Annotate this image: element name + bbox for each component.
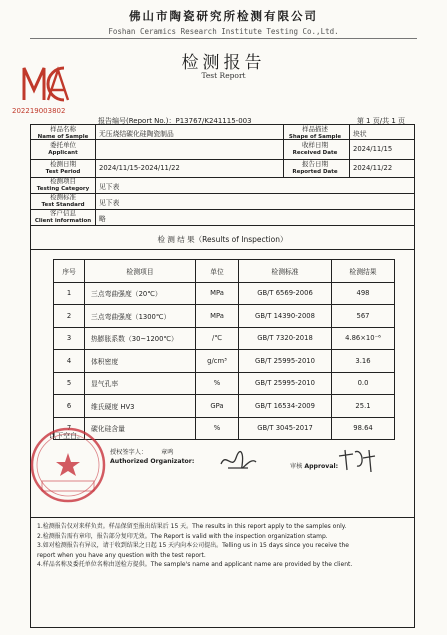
sample-name-value: 无压烧结碳化硅陶瓷制品 [99, 130, 174, 138]
cell-no: 1 [54, 282, 85, 305]
company-name-cn: 佛山市陶瓷研究所检测有限公司 [129, 9, 318, 23]
cell-item: 三点弯曲强度（20℃） [85, 282, 196, 305]
cell-item: 碳化硅含量 [85, 417, 196, 440]
official-stamp [28, 425, 108, 505]
note-line: 4.样品名称及委托单位名称由送检方提供。The sample's name and applicant name are provided by the client. [37, 561, 353, 568]
info-row-sample [31, 125, 414, 140]
cell-item: 热膨胀系数（30~1200℃） [85, 327, 196, 350]
cell-result: 98.64 [332, 417, 395, 440]
authorized-label-cn: 授权签字人： [110, 449, 148, 456]
period-value: 2024/11/15-2024/11/22 [99, 164, 180, 172]
cell-item: 体积密度 [85, 350, 196, 373]
cell-unit: MPa [196, 305, 239, 328]
table-row [54, 395, 395, 418]
report-title-en: Test Report [201, 71, 246, 80]
reported-value: 2024/11/22 [353, 164, 393, 172]
report-frame [30, 124, 415, 628]
info-row-applicant [31, 139, 414, 160]
cell-no: 5 [54, 372, 85, 395]
page-number: 第 1 页/共 1 页 [356, 117, 405, 125]
col-header-item: 检测项目 [85, 260, 196, 283]
sign-name: 章鸣 [161, 449, 174, 456]
info-row-category [31, 177, 414, 194]
info-row-period [31, 159, 414, 178]
notes-section [31, 517, 414, 574]
results-table [53, 259, 395, 440]
cell-item: 维氏硬度 HV3 [85, 395, 196, 418]
info-row-client [31, 209, 414, 226]
cell-item: 显气孔率 [85, 372, 196, 395]
cell-unit: GPa [196, 395, 239, 418]
cell-no: 2 [54, 305, 85, 328]
shape-label: 样品描述 Shape of Sample [288, 125, 342, 140]
cell-no: 7 [54, 417, 85, 440]
client-value: 略 [99, 215, 106, 223]
note-line: 2.检测报告需有章印，报告部分复印无效。The Report is valid with the inspection organization stamp. [37, 532, 328, 540]
applicant-label: 委托单位 Applicant [48, 141, 78, 156]
col-header-no: 序号 [54, 260, 85, 283]
table-row [54, 372, 395, 395]
cell-standard: GB/T 14390-2008 [239, 305, 332, 328]
sample-name-label: 样品名称 Name of Sample [37, 125, 89, 140]
cell-result: 498 [332, 282, 395, 305]
cell-standard: GB/T 16534-2009 [239, 395, 332, 418]
authorized-label-en: Authorized Organizator: [110, 458, 195, 465]
header-rule [30, 38, 417, 39]
blank-below-note: 以下空白。 [49, 432, 84, 440]
reported-label: 报告日期 Reported Date [292, 160, 338, 175]
cell-result: 4.86×10⁻⁶ [332, 327, 395, 350]
results-section-title: 检 测 结 果（Results of Inspection） [157, 235, 288, 244]
info-row-standard [31, 193, 414, 210]
col-header-result: 检测结果 [332, 260, 395, 283]
note-line: 3.如对检测报告有异议，请于收到结果之日起 15 天内向本公司提出。Telling us in 15 days since you receive the [37, 542, 349, 549]
table-row [54, 327, 395, 350]
shape-value: 块状 [353, 130, 367, 138]
cell-result: 567 [332, 305, 395, 328]
table-row [54, 305, 395, 328]
cell-result: 25.1 [332, 395, 395, 418]
cell-unit: MPa [196, 282, 239, 305]
received-value: 2024/11/15 [353, 145, 393, 153]
cma-code: 202219003802 [12, 107, 66, 115]
cell-standard: GB/T 25995-2010 [239, 372, 332, 395]
standard-label: 检测标准 Test Standard [41, 193, 85, 208]
cell-unit: g/cm³ [196, 350, 239, 373]
cma-logo [18, 60, 70, 106]
cell-standard: GB/T 25995-2010 [239, 350, 332, 373]
cell-result: 3.16 [332, 350, 395, 373]
standard-value: 见下表 [99, 199, 120, 207]
cell-no: 6 [54, 395, 85, 418]
category-label: 检测项目 Testing Category [36, 177, 90, 192]
report-number: 报告编号(Report No.)：P13767/K241115-003 [98, 117, 252, 125]
results-header-row [54, 260, 395, 283]
cell-unit: % [196, 417, 239, 440]
cell-standard: GB/T 7320-2018 [239, 327, 332, 350]
signature-approval [335, 446, 379, 474]
approval-label: 审核 Approval: [290, 463, 339, 470]
cell-unit: % [196, 372, 239, 395]
signature-authorized [218, 448, 262, 476]
received-label: 收样日期 Received Date [292, 141, 338, 156]
client-label: 客户信息 Client information [34, 209, 92, 224]
col-header-unit: 单位 [196, 260, 239, 283]
cell-result: 0.0 [332, 372, 395, 395]
period-label: 检测日期 Test Period [45, 160, 81, 175]
company-name-en: Foshan Ceramics Research Institute Testing Co.,Ltd. [108, 27, 339, 36]
cell-standard: GB/T 6569-2006 [239, 282, 332, 305]
col-header-standard: 检测标准 [239, 260, 332, 283]
report-title: 检测报告 [181, 53, 266, 73]
category-value: 见下表 [99, 183, 120, 191]
cell-unit: /℃ [196, 327, 239, 350]
authorized-signatory [110, 448, 194, 466]
note-line: report when you have any question with the test report. [37, 551, 206, 559]
cell-no: 3 [54, 327, 85, 350]
note-line: 1.检测报告仅对来样负责。样品保留至报出结果后 15 天。The results in this report apply to the samples only. [37, 523, 347, 530]
cell-standard: GB/T 3045-2017 [239, 417, 332, 440]
cell-item: 三点弯曲强度（1300℃） [85, 305, 196, 328]
cell-no: 4 [54, 350, 85, 373]
table-row [54, 350, 395, 373]
table-row [54, 282, 395, 305]
